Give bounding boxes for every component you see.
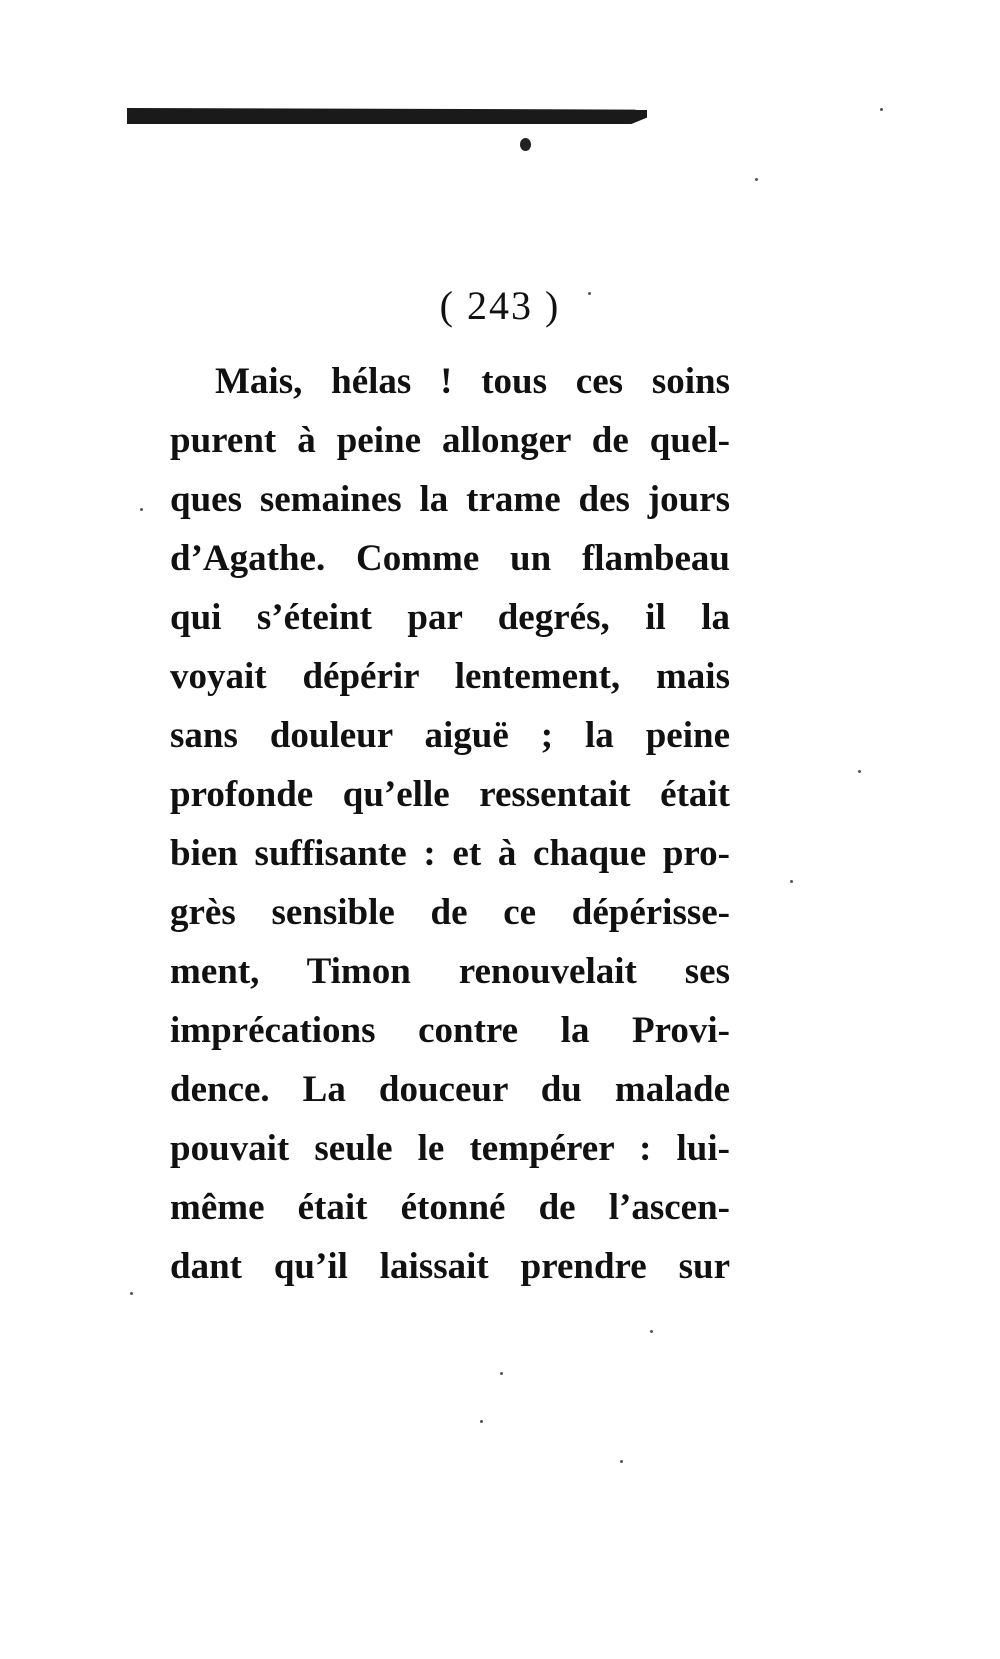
paper-speck [858,770,861,773]
text-line: sans douleur aiguë ; la peine [170,715,730,756]
paper-speck [588,292,591,295]
text-line: pouvait seule le tempérer : lui- [170,1128,730,1169]
text-line: Mais, hélas ! tous ces soins [215,361,730,402]
text-line: ment, Timon renouvelait ses [170,951,730,992]
text-line: voyait dépérir lentement, mais [170,656,730,697]
paper-speck [500,1372,503,1375]
text-line: qui s’éteint par degrés, il la [170,597,730,638]
page-number: ( 243 ) [439,283,561,328]
text-line: purent à peine allonger de quel- [170,420,730,461]
text-line: bien suffisante : et à chaque pro- [170,833,730,874]
paper-speck [480,1420,483,1423]
paper-speck [140,508,143,511]
paper-speck [650,1330,653,1333]
text-line: dence. La douceur du malade [170,1069,730,1110]
text-line: dant qu’il laissait prendre sur [170,1246,730,1287]
text-line: profonde qu’elle ressentait était [170,774,730,815]
text-line: d’Agathe. Comme un flambeau [170,538,730,579]
body-text [170,352,730,1296]
top-rule [127,108,647,124]
text-line: grès sensible de ce dépérisse- [170,892,730,933]
text-line: ques semaines la trame des jours [170,479,730,520]
text-line: même était étonné de l’ascen- [170,1187,730,1228]
paper-speck [130,1292,133,1295]
text-line: imprécations contre la Provi- [170,1010,730,1051]
paper-speck [755,178,758,181]
paper-speck [880,108,883,111]
ink-dot [520,138,531,151]
paper-speck [620,1460,623,1463]
paper-speck [790,880,793,883]
